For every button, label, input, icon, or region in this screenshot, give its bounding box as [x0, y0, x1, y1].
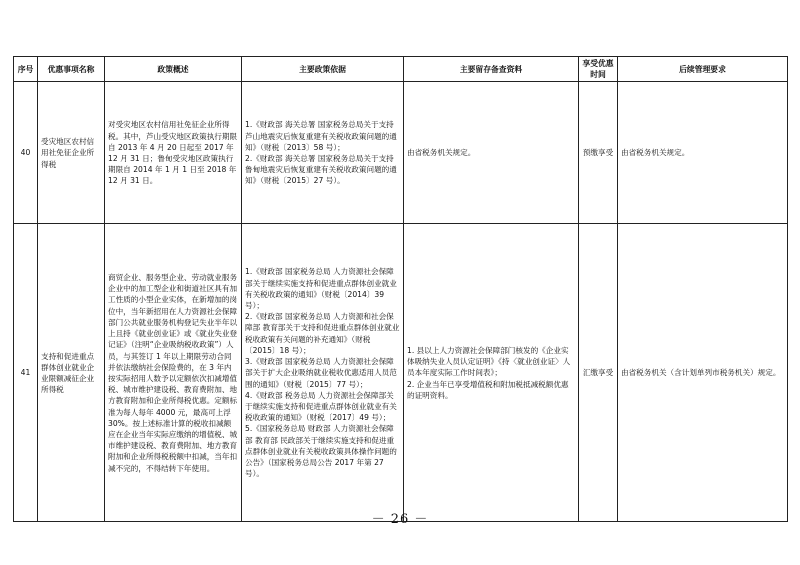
row-overview: 对受灾地区农村信用社免征企业所得税。其中，芦山受灾地区政策执行期限自 2013 年 4 月 20 日起至 2017 年 12 月 31 日；鲁甸受灾地区政策执行期限自 2014 年 1 月 1 日至 2018 年 12 月 31 日。: [105, 82, 242, 224]
row-number: 40: [14, 82, 38, 224]
row-item-name: 支持和促进重点群体创业就业企业限额减征企业所得税: [38, 224, 105, 522]
header-basis: 主要政策依据: [242, 57, 404, 82]
basis-item: 1.《财政部 国家税务总局 人力资源社会保障部关于继续实施支持和促进重点群体创业就业有关税收政策的通知》（财税〔2014〕39 号）；: [245, 267, 397, 311]
row-item-name: 受灾地区农村信用社免征企业所得税: [38, 82, 105, 224]
row-basis: [242, 224, 404, 522]
row-followup: 由省税务机关（含计划单列市税务机关）规定。: [618, 224, 788, 522]
header-followup: 后续管理要求: [618, 57, 788, 82]
basis-item: 2.《财政部 海关总署 国家税务总局关于支持鲁甸地震灾后恢复重建有关税收政策问题的通知》（财税〔2015〕27 号）。: [245, 153, 397, 186]
header-num: 序号: [14, 57, 38, 82]
row-followup: 由省税务机关规定。: [618, 82, 788, 224]
row-docs: [404, 224, 579, 522]
doc-item: 2. 企业当年已享受增值税和附加税抵减税额优惠的证明资料。: [407, 379, 569, 400]
header-docs: 主要留存备查资料: [404, 57, 579, 82]
doc-item: 由省税务机关规定。: [407, 148, 476, 158]
basis-item: 3.《财政部 国家税务总局 人力资源社会保障部关于扩大企业吸纳就业税收优惠适用人员范围的通知》（财税〔2015〕77 号）；: [245, 357, 397, 389]
header-name: 优惠事项名称: [38, 57, 105, 82]
row-overview: 商贸企业、服务型企业、劳动就业服务企业中的加工型企业和街道社区具有加工性质的小型企业实体，在新增加的岗位中，当年新招用在人力资源社会保障部门公共就业服务机构登记失业半年以上且持《就业创业证》或《就业失业登记证》（注明“企业吸纳税收政策”）人员，与其签订 1 年以上期限劳动合同并依法缴纳社会保险费的，在 3 年内按实际招用人数予以定额依次扣减增值税、城市维护建设税、教育费附加、地方教育附加和企业所得税优惠。定额标准为每人每年 4000 元，最高可上浮 30%。按上述标准计算的税收扣减额应在企业当年实际应缴纳的增值税、城市维护建设税、教育费附加、地方教育附加和企业所得税税额中扣减，当年扣减不完的，不得结转下年使用。: [105, 224, 242, 522]
page-number: － 26 －: [371, 512, 429, 527]
row-number: 41: [14, 224, 38, 522]
table-header-row: [14, 57, 788, 82]
row-basis: [242, 82, 404, 224]
policy-table: [13, 56, 788, 522]
basis-item: 1.《财政部 海关总署 国家税务总局关于支持芦山地震灾后恢复重建有关税收政策问题的通知》（财税〔2013〕58 号）；: [245, 120, 397, 152]
table-row: [14, 82, 788, 224]
doc-item: 1. 县以上人力资源社会保障部门核发的《企业实体吸纳失业人员认定证明》《持〈就业创业证〉人员本年度实际工作时间表》；: [407, 345, 571, 378]
basis-item: 5.《国家税务总局 财政部 人力资源社会保障部 教育部 民政部关于继续实施支持和促进重点群体创业就业有关税收政策具体操作问题的公告》（国家税务总局公告 2017 年第 27 号）。: [245, 424, 397, 479]
header-time: 享受优惠时间: [579, 57, 618, 82]
row-time: 汇缴享受: [579, 224, 618, 522]
row-time: 预缴享受: [579, 82, 618, 224]
basis-item: 2.《财政部 国家税务总局 人力资源和社会保障部 教育部关于支持和促进重点群体创业就业税收政策有关问题的补充通知》（财税〔2015〕18 号）；: [245, 312, 400, 355]
basis-item: 4.《财政部 税务总局 人力资源社会保障部关于继续实施支持和促进重点群体创业就业有关税收政策的通知》（财税〔2017〕49 号）；: [245, 390, 397, 423]
header-overview: 政策概述: [105, 57, 242, 82]
table-row: [14, 224, 788, 522]
row-docs: [404, 82, 579, 224]
